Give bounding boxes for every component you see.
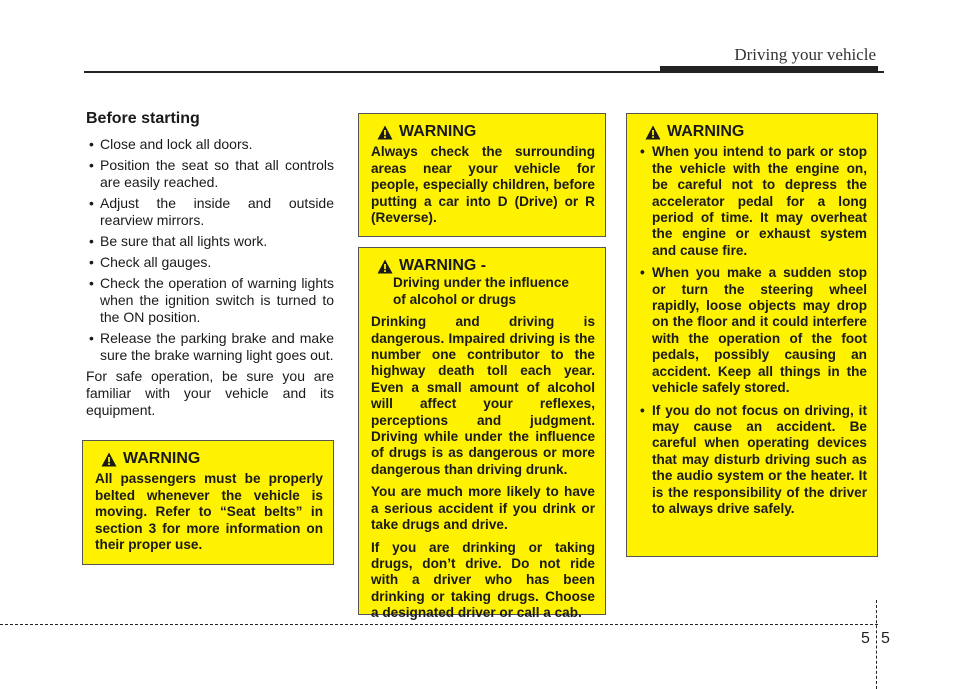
list-item: • Check the operation of warning lights when the ignition switch is turned to the ON position. (86, 275, 334, 326)
footer-rule (0, 624, 878, 625)
list-item: • Be sure that all lights work. (86, 233, 334, 250)
before-starting-section (86, 110, 334, 419)
page-number: 5 (881, 630, 890, 647)
list-item: • Check all gauges. (86, 254, 334, 271)
warning-box-seat-belts (82, 440, 334, 565)
page-header-title: Driving your vehicle (734, 45, 876, 64)
warning-text: Always check the surrounding areas near your vehicle for people, especially children, before putting a car into D (Drive) or R (Reverse). (371, 144, 595, 226)
warning-box-alcohol (358, 247, 606, 621)
header-rule-thick (660, 66, 878, 73)
list-item: • Close and lock all doors. (86, 136, 334, 153)
warning-header (377, 258, 595, 274)
warning-triangle-icon (377, 125, 393, 140)
warning-header (377, 124, 595, 140)
warning-text: All passengers must be properly belted whenever the vehicle is moving. Refer to “Seat belts” in section 3 for more information on their proper use. (95, 471, 323, 553)
warning-box-surroundings (358, 113, 606, 237)
list-item: • Position the seat so that all controls are easily reached. (86, 157, 334, 191)
warning-paragraph: You are much more likely to have a serious accident if you drink or take drugs and drive. (371, 484, 595, 533)
list-item: • When you make a sudden stop or turn the steering wheel rapidly, loose objects may drop on the floor and it could interfere with the operation of the foot pedals, possibly causing an accident. Keep all things in the vehicle safely stored. (639, 265, 867, 396)
list-item: • Release the parking brake and make sure the brake warning light goes out. (86, 330, 334, 364)
chapter-number: 5 (861, 630, 870, 647)
page-number-divider (876, 600, 877, 689)
warning-box-parking (626, 113, 878, 557)
warning-triangle-icon (377, 259, 393, 274)
warning-title: WARNING (667, 123, 745, 140)
list-item: • When you intend to park or stop the vehicle with the engine on, be careful not to depress the accelerator pedal for a long period of time. It may overheat the engine or exhaust system and cause fire. (639, 144, 867, 259)
warning-title: WARNING - (399, 257, 487, 274)
list-item: • If you do not focus on driving, it may cause an accident. Be careful when operating devices that may disturb driving such as the audio system or the heater. It is the responsibility of the driver to always drive safely. (639, 403, 867, 518)
warning-paragraph: Drinking and driving is dangerous. Impaired driving is the number one contributor to the highway death toll each year. Even a small amount of alcohol will affect your reflexes, perceptions and judgment. Driving while under the influence of drugs is as dangerous or more dangerous than driving drunk. (371, 314, 595, 477)
section-title: Before starting (86, 110, 200, 127)
warning-title: WARNING (399, 123, 477, 140)
before-starting-list (86, 136, 334, 364)
safety-paragraph: For safe operation, be sure you are familiar with your vehicle and its equipment. (86, 368, 334, 418)
warning-triangle-icon (645, 125, 661, 140)
warning-subtitle: of alcohol or drugs (393, 291, 517, 307)
warning-header (645, 124, 867, 140)
warning-subtitle: Driving under the influence (393, 275, 569, 291)
warning-header (101, 451, 323, 467)
warning-title: WARNING (123, 450, 201, 467)
warning-list (639, 144, 867, 517)
warning-triangle-icon (101, 452, 117, 467)
list-item: • Adjust the inside and outside rearview mirrors. (86, 195, 334, 229)
warning-paragraph: If you are drinking or taking drugs, don’t drive. Do not ride with a driver who has been drinking or taking drugs. Choose a designated driver or call a cab. (371, 539, 595, 621)
